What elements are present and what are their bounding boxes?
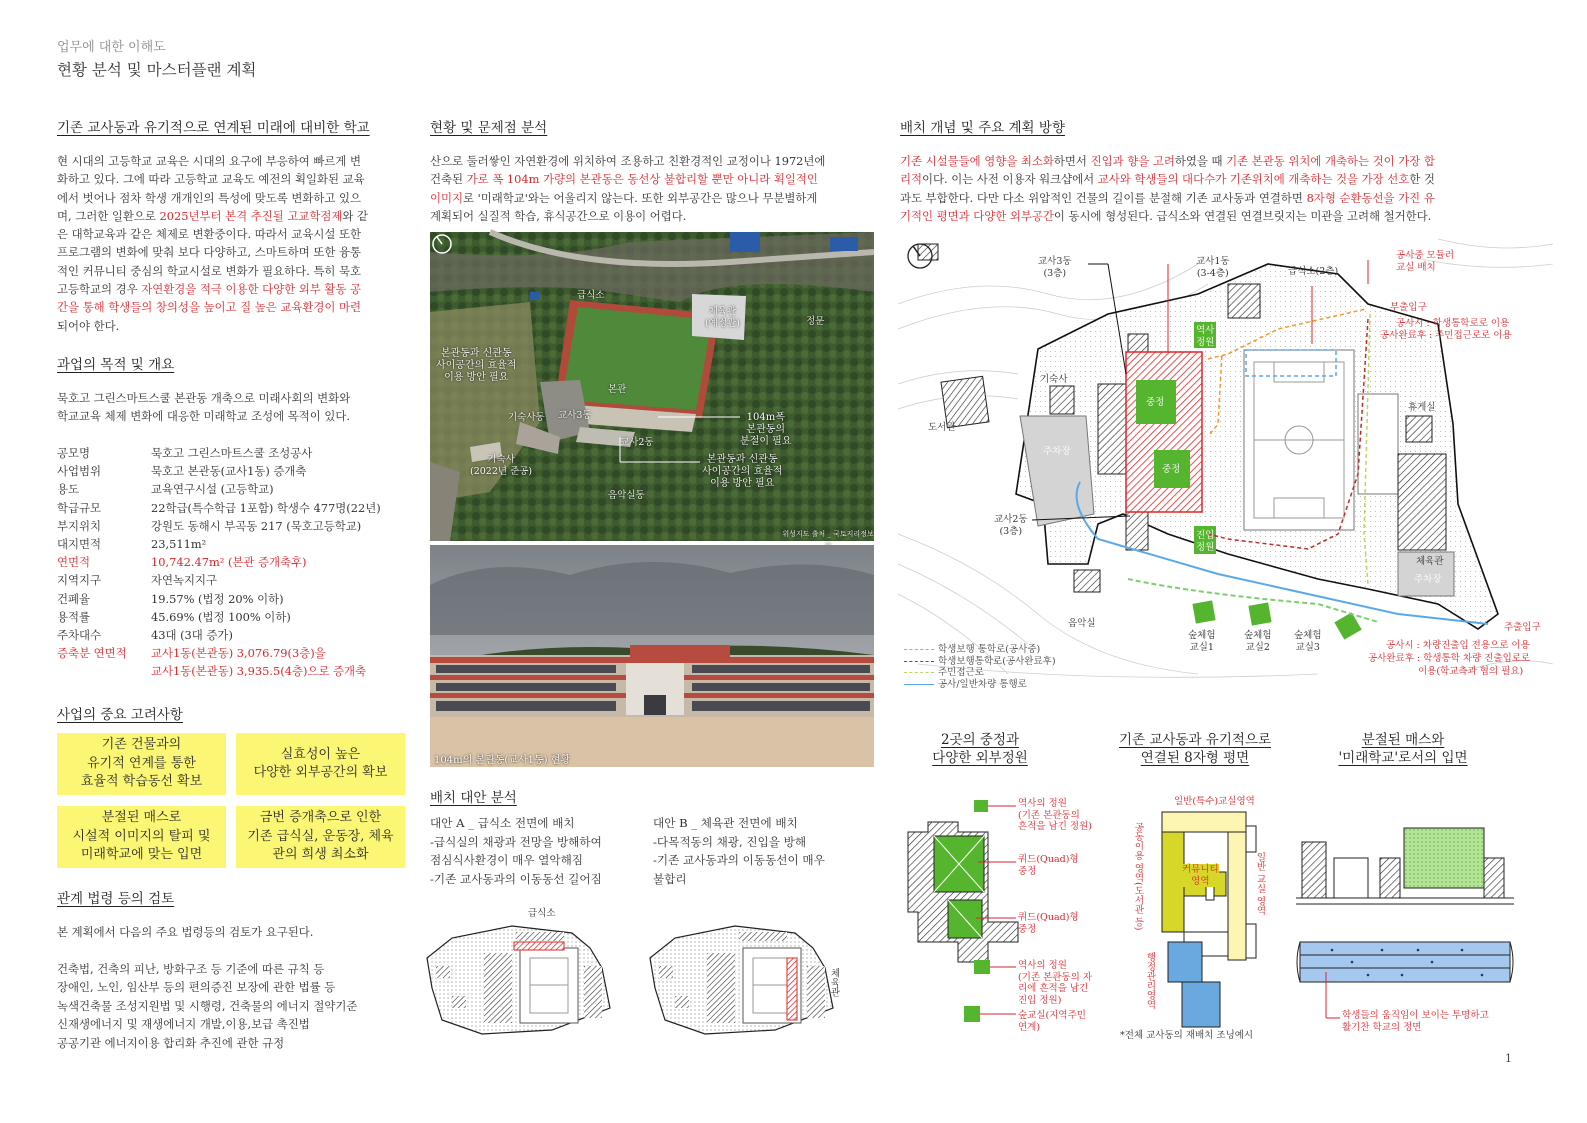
highlight-text: 진입과 향을 고려	[1090, 154, 1175, 168]
spec-key: 대지면적	[57, 537, 102, 552]
highlight-text: 기적인 평면과 다양한 외부공간	[900, 208, 1054, 223]
aerial-label-cafeteria: 급식소	[577, 290, 605, 301]
aerial-label-music: 음악실동	[608, 490, 645, 501]
courtyard-label: 쿼드(Quad)형 중정	[1018, 854, 1079, 877]
body-text: 하면서	[1053, 154, 1091, 168]
body-text: 건축된	[430, 172, 467, 187]
diagram-courtyards	[898, 792, 1108, 1042]
consider-box: 기존 건물과의 유기적 연계를 통한 효율적 학습동선 확보	[57, 733, 226, 795]
spec-row	[57, 662, 407, 680]
intro-title: 기존 교사동과 유기적으로 연계된 미래에 대비한 학교	[57, 120, 370, 136]
law-item: 건축법, 건축의 피난, 방화구조 등 기준에 따른 규칙 등	[57, 962, 325, 976]
project-spec-table	[57, 444, 407, 681]
body-text: 하였을 때	[1174, 154, 1227, 168]
aerial-label-gate: 정문	[806, 316, 825, 327]
alt-a-line: -급식실의 채광과 전망을 방해하여	[430, 834, 602, 849]
body-text: 계획되어 실질적 학습, 휴식공간으로 이용이 어렵다.	[430, 208, 687, 223]
paragraph-line	[430, 189, 876, 207]
aerial-label-gym: 체육관 (예정관)	[705, 306, 740, 329]
zone-label-bottom: 행정관리영역	[1144, 952, 1156, 1009]
spec-key: 지역지구	[57, 573, 102, 588]
spec-row	[57, 535, 407, 553]
law-item: 공공기관 에너지이용 합리화 추진에 관한 규정	[57, 1035, 285, 1050]
alt-a-line: 점심식사환경이 매우 열악해짐	[430, 853, 583, 867]
body-text: 현 시대의 고등학교 교육은 시대의 요구에 부응하여 빠르게 변	[57, 154, 362, 168]
spec-value: 43대 (3대 증가)	[151, 628, 233, 643]
paragraph-line	[57, 207, 404, 225]
building-photo	[430, 545, 874, 767]
consider-box: 실효성이 높은 다양한 외부공간의 확보	[236, 733, 405, 795]
body-text: 며, 그러한 일환으로	[57, 208, 160, 223]
consider-title: 사업의 중요 고려사항	[57, 707, 183, 723]
aerial-label-dorm: 기숙사 (2022년 준공)	[470, 454, 533, 477]
spec-key: 공모명	[57, 446, 91, 460]
plan-label-parking: 주차장	[1043, 446, 1071, 457]
diagram-facade	[1292, 792, 1522, 1042]
page-number: 1	[1505, 1052, 1512, 1065]
legend-swatch	[904, 684, 934, 685]
legend-label: 주민접근로	[938, 667, 984, 678]
paragraph-line	[900, 189, 1510, 207]
aerial-label-tech: 기숙사동	[508, 412, 545, 423]
spec-key: 연면적	[57, 555, 91, 570]
paragraph-line	[57, 189, 404, 207]
legend-label: 학생보행 통학로(공사중)	[938, 644, 1041, 655]
plan-label-main-gate-d1: 공사시 : 차량진출입 전용으로 이용	[1386, 640, 1530, 651]
purpose-title: 과업의 목적 및 개요	[57, 357, 175, 373]
plan-label-forest-3: 숲체험 교실3	[1294, 630, 1322, 653]
paragraph-line	[57, 280, 404, 298]
spec-row	[57, 644, 407, 662]
alt-b-label: 체육관	[828, 968, 840, 997]
plan-label-main-gate-d3: 이용(학교측과 협의 필요)	[1418, 666, 1524, 677]
paragraph-line	[900, 207, 1510, 225]
highlight-text: 기존 본관동 위치에 개축하는 것이 가장 합	[1226, 154, 1435, 168]
spec-value: 19.57% (법정 20% 이하)	[151, 591, 284, 606]
highlight-text: 가로 폭 104m 가량의 본관동은 동선상 불합리할 뿐만 아니라 획일적인	[466, 172, 818, 187]
highlight-text: 간을 통해 학생들의 창의성을 높이고 질 높은 교육환경이 마련	[57, 300, 362, 315]
legend-item	[904, 667, 1056, 679]
analysis-title: 현황 및 문제점 분석	[430, 120, 548, 136]
spec-row	[57, 608, 407, 626]
building-photo-graphic	[430, 545, 874, 767]
spec-key: 용적률	[57, 609, 91, 624]
aerial-label-b3: 교사3동	[558, 410, 592, 421]
plan-label-gym-parking: 주차장	[1414, 574, 1442, 585]
spec-row	[57, 553, 407, 571]
spec-row	[57, 499, 407, 517]
paragraph-line	[430, 170, 876, 188]
aerial-credit: 위성지도 출처 _ 국토지리정보	[782, 530, 874, 538]
legend-swatch	[904, 649, 934, 650]
courtyard-label: 숲교실(지역주민 연계)	[1018, 1010, 1086, 1033]
purpose-paragraph	[57, 389, 404, 426]
page-title: 현황 분석 및 마스터플랜 계획	[57, 61, 257, 79]
alt-b-line: -다목적동의 채광, 진입을 방해	[653, 834, 807, 849]
spec-key: 증축분 연면적	[57, 646, 127, 661]
plan-label-sub-gate: 부출입구	[1390, 302, 1427, 313]
highlight-text: 기존 시설물들에 영향을 최소화	[900, 154, 1054, 168]
body-text: 되어야 한다.	[57, 318, 120, 333]
spec-key: 건폐율	[57, 591, 91, 606]
alt-a-line: 대안 A _ 급식소 전면에 배치	[430, 816, 575, 830]
body-text: 화하고 있다. 그에 따라 고등학교 교육도 예전의 획일화된 교육	[57, 172, 365, 187]
header-subtitle: 업무에 대한 이해도	[57, 40, 166, 55]
plan-label-forest-2: 숲체험 교실2	[1244, 630, 1272, 653]
spec-value: 10,742.47m² (본관 증개축후)	[151, 555, 307, 570]
paragraph-line	[900, 170, 1510, 188]
aerial-label-main: 본관	[608, 384, 627, 395]
alt-a-line: -기존 교사동과의 이동동선 길어짐	[430, 871, 602, 886]
spec-row	[57, 462, 407, 480]
spec-value: 교사1동(본관동) 3,935.5(4층)으로 증개축	[151, 664, 367, 679]
aerial-photo	[430, 232, 874, 541]
alt-a-text	[430, 814, 602, 888]
intro-paragraph	[57, 152, 404, 335]
highlight-text: 이미지	[430, 190, 464, 205]
paragraph-line	[900, 152, 1510, 170]
purpose-line: 묵호고 그린스마트스쿨 본관동 개축으로 미래사회의 변화와	[57, 391, 351, 405]
body-text: 산으로 둘러쌓인 자연환경에 위치하여 조용하고 친환경적인 교정이나 1972년에	[430, 154, 826, 168]
courtyard-label: 역사의 정원 (기존 본관동의 자 리에 흔적을 남긴 진입 정원)	[1018, 960, 1092, 1006]
body-text: 이 동시에 형성된다. 급식소와 연결된 연결브릿지는 미관을 고려해 철거한다.	[1053, 208, 1432, 223]
paragraph-line	[57, 243, 404, 261]
plan-label-cafeteria: 급식소(2층)	[1288, 266, 1339, 277]
spec-row	[57, 480, 407, 498]
body-text: 한 것	[1409, 172, 1435, 187]
spec-value: 강원도 동해시 부곡동 217 (묵호고등학교)	[151, 518, 362, 533]
aerial-note-2: 104m폭 본관동의 분절이 필요	[740, 412, 792, 447]
courtyard-label: 쿼드(Quad)형 중정	[1018, 912, 1079, 935]
plan-label-entry-garden: 진입 정원	[1196, 530, 1215, 553]
spec-value: 45.69% (법정 100% 이하)	[151, 609, 291, 624]
spec-row	[57, 444, 407, 462]
spec-key: 주차대수	[57, 628, 102, 643]
aerial-note-1: 본관동과 신관동 사이공간의 효율적 이용 방안 필요	[436, 348, 517, 383]
paragraph-line	[57, 298, 404, 316]
analysis-paragraph	[430, 152, 876, 225]
plan-label-sub-gate-d2: 공사완료후 : 주민접근로로 이용	[1380, 330, 1512, 341]
paragraph-line	[57, 262, 404, 280]
plan-legend	[904, 644, 1056, 690]
paragraph-line	[57, 170, 404, 188]
highlight-text: 자연환경을 적극 이용한 다양한 외부 활동 공	[141, 282, 362, 297]
photo-caption: 104m의 본관동(교사1동) 현황	[434, 755, 571, 766]
alt-a-label: 급식소	[528, 908, 556, 919]
plan-label-history-garden: 역사 정원	[1196, 325, 1215, 348]
consider-box: 금번 증개축으로 인한 기존 급식실, 운동장, 체육 관의 희생 최소화	[236, 806, 405, 868]
alt-b-line: 대안 B _ 체육관 전면에 배치	[653, 816, 798, 830]
alt-b-plan	[645, 908, 875, 1038]
site-plan-graphic	[898, 234, 1553, 694]
plan-label-music: 음악실	[1068, 618, 1096, 629]
concept-paragraph	[900, 152, 1510, 225]
spec-key: 부지위치	[57, 518, 102, 533]
law-item: 장애인, 노인, 임산부 등의 편의증진 보장에 관한 법률 등	[57, 980, 336, 995]
alt-b-plan-graphic	[645, 908, 875, 1038]
alt-a-plan	[422, 908, 642, 1038]
legend-item	[904, 679, 1056, 691]
spec-row	[57, 626, 407, 644]
diagram-title-1: 2곳의 중정과 다양한 외부정원	[932, 732, 1028, 766]
plan-label-gym: 체육관	[1416, 556, 1444, 567]
spec-value: 23,511m²	[151, 537, 207, 552]
diagram-title-2: 기존 교사동과 유기적으로 연결된 8자형 평면	[1118, 732, 1272, 766]
spec-value: 교육연구시설 (고등학교)	[151, 482, 274, 497]
spec-key	[57, 662, 151, 680]
law-list	[57, 960, 357, 1052]
aerial-label-b2: 교사2동	[620, 437, 654, 448]
highlight-text: 2025년부터 본격 추진될 고교학점제	[159, 208, 343, 223]
paragraph-line	[430, 207, 876, 225]
spec-key: 학급규모	[57, 500, 102, 515]
spec-key: 용도	[57, 482, 80, 497]
body-text: 과도 부합한다. 다만 다소 위압적인 건물의 길이를 분절해 기존 교사동과 연결하면	[900, 190, 1307, 205]
body-text: 에서 벗어나 점차 학생 개개인의 특성에 맞도록 변화하고 있으	[57, 190, 362, 205]
plan-label-lounge: 휴게실	[1408, 402, 1436, 413]
zone-label-top: 일반(특수)교실영역	[1174, 796, 1255, 807]
body-text: 프로그램의 변화에 맞춰 보다 다양하고, 스마트하며 또한 융통	[57, 245, 362, 260]
consider-box: 분절된 매스로 시설적 이미지의 탈피 및 미래학교에 맞는 입면	[57, 806, 226, 868]
plan-label-court-1: 중정	[1146, 397, 1165, 408]
diagram-facade-graphic	[1292, 792, 1522, 1042]
body-text: 이다. 이는 사전 이용자 워크샵에서	[922, 172, 1098, 187]
alt-b-text	[653, 814, 825, 888]
legend-label: 학생보행통학로(공사완료후)	[938, 655, 1056, 667]
legend-swatch	[904, 672, 934, 673]
courtyard-label: 역사의 정원 (기존 본관동의 흔적을 남긴 정원)	[1018, 798, 1092, 832]
plan-label-b1: 교사1동 (3-4층)	[1196, 256, 1230, 279]
diagram-title-3: 분절된 매스와 '미래학교'로서의 입면	[1338, 732, 1468, 766]
spec-value: 교사1동(본관동) 3,076.79(3층)을	[151, 646, 326, 661]
spec-value: 묵호고 그린스마트스쿨 조성공사	[151, 446, 313, 460]
law-title: 관계 법령 등의 검토	[57, 891, 175, 907]
aerial-photo-graphic	[430, 232, 874, 541]
plan-label-forest-1: 숲체험 교실1	[1188, 630, 1216, 653]
plan-label-dorm: 기숙사	[1040, 374, 1068, 385]
law-intro: 본 계획에서 다음의 주요 법령등의 검토가 요구된다.	[57, 925, 314, 939]
paragraph-line	[57, 152, 404, 170]
highlight-text: 교사와 학생들의 대다수가 기존위치에 개축하는 것을 가장 선호	[1097, 172, 1410, 187]
paragraph-line	[57, 225, 404, 243]
spec-row	[57, 517, 407, 535]
highlight-text: 8자형 순환동선을 가진 유	[1306, 190, 1435, 205]
site-plan	[898, 234, 1553, 694]
body-text: 고등학교의 경우	[57, 282, 142, 297]
zone-label-community: 커뮤니티 영역	[1182, 864, 1219, 887]
plan-label-main-gate-d2: 공사완료후 : 학생통학 차량 진출입로로	[1368, 653, 1531, 664]
zone-label-left: 공동이용 영역(도서관 등)	[1132, 822, 1144, 931]
legend-item	[904, 656, 1056, 668]
plan-label-modular: 공사중 모듈러 교실 배치	[1396, 250, 1455, 273]
purpose-line: 학교교육 체제 변화에 대응한 미래학교 조성에 목적이 있다.	[57, 409, 351, 424]
body-text: 은 대학교육과 같은 체제로 변환중이다. 따라서 교육시설 또한	[57, 227, 362, 242]
body-text: 로 '미래학교'와는 어울리지 않는다. 또한 외부공간은 많으나 무분별하게	[463, 190, 818, 205]
spec-value: 22학급(특수학급 1포함) 학생수 477명(22년)	[151, 500, 381, 515]
plan-label-b2: 교사2동 (3층)	[994, 514, 1028, 537]
aerial-note-3: 본관동과 신관동 사이공간의 효율적 이용 방안 필요	[702, 454, 783, 489]
plan-label-court-2: 중정	[1162, 464, 1181, 475]
plan-label-main-gate: 주출입구	[1504, 622, 1541, 633]
legend-swatch	[904, 661, 934, 662]
spec-value: 묵호고 본관동(교사1동) 증개축	[151, 464, 307, 479]
body-text: 와 같	[342, 208, 369, 223]
paragraph-line	[430, 152, 876, 170]
facade-label: 학생들의 움직임이 보이는 투명하고 활기찬 학교의 정면	[1342, 1010, 1489, 1033]
alt-title: 배치 대안 분석	[430, 790, 517, 806]
alt-b-line: -기존 교사동과의 이동동선이 매우	[653, 853, 825, 867]
highlight-text: 리적	[900, 172, 923, 187]
concept-title: 배치 개념 및 주요 계획 방향	[900, 120, 1065, 136]
zoning-note: *전체 교사동의 재배치 조닝예시	[1120, 1030, 1254, 1041]
plan-label-library: 도서관	[928, 422, 956, 433]
plan-label-sub-gate-d1: 공사시 : 학생통학로로 이용	[1396, 318, 1510, 329]
paragraph-line	[57, 317, 404, 335]
law-item: 신재생에너지 및 재생에너지 개발,이용,보급 촉진법	[57, 1017, 310, 1032]
spec-value: 자연녹지지구	[151, 573, 218, 588]
alt-b-line: 불합리	[653, 871, 687, 886]
diagram-figure8-plan	[1110, 792, 1290, 1042]
spec-row	[57, 590, 407, 608]
law-item: 녹색건축물 조성지원법 및 시행령, 건축물의 에너지 절약기준	[57, 998, 358, 1013]
zone-label-right: 일반 교실 영역	[1254, 852, 1266, 916]
alt-a-plan-graphic	[422, 908, 642, 1038]
spec-key: 사업범위	[57, 464, 102, 479]
legend-item	[904, 644, 1056, 656]
plan-label-b3: 교사3동 (3층)	[1038, 256, 1072, 279]
legend-label: 공사/일반차량 통행로	[938, 678, 1027, 690]
spec-row	[57, 571, 407, 589]
body-text: 적인 커뮤니티 중심의 학교시설로 변화가 필요하다. 특히 묵호	[57, 263, 362, 278]
